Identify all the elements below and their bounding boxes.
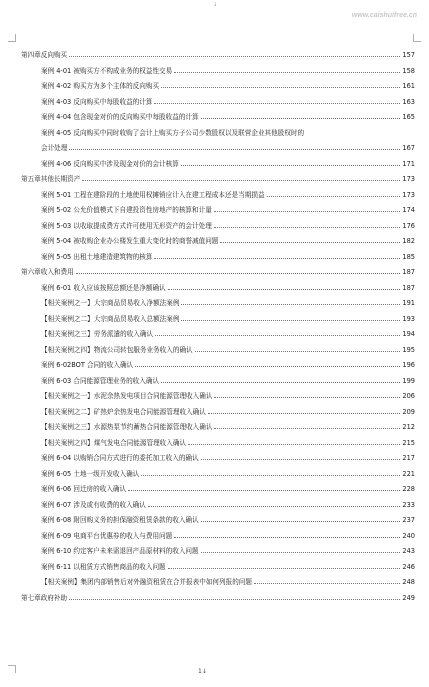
toc-entry-title: 【相关案例之三】水源热泵节约蓄热合同能源管理收入确认 (41, 423, 213, 431)
toc-entry-title: 【相关案例】集团内部销售后对外融资租赁在合并报表中如何列报的问题 (41, 578, 252, 586)
toc-page-number: 173 (402, 175, 415, 183)
toc-leader-dots (214, 211, 401, 212)
toc-entry[interactable] (21, 514, 415, 530)
toc-entry-title: 案例 5-03 以收取提成费方式许可使用无形资产的会计处理 (41, 221, 212, 230)
toc-page-number: 182 (402, 237, 415, 245)
toc-leader-dots (254, 583, 400, 584)
toc-leader-dots (201, 459, 401, 460)
toc-entry[interactable] (21, 297, 415, 313)
toc-entry-title: 【相关案例之四】煤气发电合同能源管理收入确认 (41, 438, 187, 447)
toc-leader-dots (181, 304, 400, 305)
toc-page-number: 158 (402, 66, 415, 75)
toc-page-number: 191 (402, 299, 415, 307)
site-watermark: www.caishuifree.cn (351, 12, 417, 19)
toc-entry[interactable] (21, 561, 415, 577)
toc-leader-dots (267, 196, 401, 197)
toc-page-number: 221 (402, 469, 415, 478)
toc-entry-title: 案例 4-01 被购买方不构成业务的权益性交易 (41, 66, 173, 75)
toc-entry[interactable] (21, 483, 415, 499)
toc-entry[interactable] (21, 406, 415, 422)
toc-entry-title: 第六章收入和费用 (21, 268, 74, 276)
toc-entry-title: 案例 5-01 工程在建阶段的土地使用权摊销应计入在建工程成本还是当期损益 (41, 190, 265, 199)
toc-entry-title: 案例 5-04 被收购企业办公楼发生重大变化时的商誉减值问题 (41, 237, 219, 245)
page-number: 1↓ (198, 668, 207, 675)
crop-mark-top-left (8, 34, 16, 42)
toc-page-number: 174 (402, 206, 415, 214)
toc-leader-dots (154, 103, 400, 104)
toc-entry-title: 【相关案例之四】物流公司转包服务业务收入的确认 (41, 345, 193, 354)
toc-leader-dots (69, 56, 400, 57)
toc-page-number: 194 (402, 330, 415, 338)
toc-page-number: 193 (402, 314, 415, 323)
toc-entry[interactable] (21, 468, 415, 484)
toc-entry[interactable] (21, 189, 415, 205)
toc-entry[interactable] (21, 220, 415, 236)
toc-entry-title: 【相关案例之一】大宗商品贸易收入净额法案例 (41, 299, 180, 307)
toc-entry-title: 案例 6-01 收入应该按照总额还是净额确认 (41, 283, 166, 292)
toc-entry-title: 【相关案例之一】水泥余热发电项目合同能源管理收入确认 (41, 392, 213, 400)
toc-leader-dots (195, 351, 401, 352)
toc-entry-title: 【相关案例之二】大宗商品贸易收入总额法案例 (41, 314, 180, 323)
toc-page-number: 233 (402, 500, 415, 509)
toc-entry[interactable] (21, 204, 415, 220)
toc-entry[interactable] (21, 390, 415, 406)
toc-entry[interactable] (21, 158, 415, 174)
toc-page-number: 246 (402, 562, 415, 571)
toc-leader-dots (214, 227, 401, 228)
toc-entry[interactable] (21, 251, 415, 267)
toc-leader-dots (69, 599, 400, 600)
toc-leader-dots (135, 366, 400, 367)
toc-entry[interactable] (21, 437, 415, 453)
toc-leader-dots (214, 428, 400, 429)
toc-entry-title: 案例 6-09 电商平台优惠券的收入与费用问题 (41, 531, 173, 540)
toc-entry-title: 第七章政府补助 (21, 593, 68, 602)
toc-entry[interactable] (21, 421, 415, 437)
toc-entry-title: 案例 5-05 出租土地建造建筑物的核算 (41, 252, 153, 261)
toc-leader-dots (188, 444, 400, 445)
toc-leader-dots (168, 568, 401, 569)
toc-leader-dots (201, 118, 401, 119)
toc-page-number: 212 (402, 423, 415, 431)
toc-leader-dots (168, 289, 401, 290)
toc-leader-dots (181, 165, 401, 166)
toc-entry-title: 案例 6-07 涉及或有收费的收入确认 (41, 500, 146, 509)
toc-page-number: 163 (402, 97, 415, 106)
toc-entry[interactable] (21, 235, 415, 251)
page-top-mark: ↓ (213, 2, 218, 8)
toc-entry[interactable] (21, 344, 415, 360)
toc-entry[interactable] (21, 359, 415, 375)
toc-leader-dots (174, 72, 400, 73)
toc-entry[interactable] (21, 111, 415, 127)
toc-page-number: 187 (402, 283, 415, 292)
toc-leader-dots (181, 320, 400, 321)
toc-entry-title: 案例 6-03 合同能源管理业务的收入确认 (41, 376, 160, 385)
toc-page-number: 195 (402, 345, 415, 354)
toc-chapter-entry[interactable] (21, 173, 415, 189)
toc-entry[interactable] (21, 499, 415, 515)
toc-entry-title: 案例 6-10 约定客户未来需退回产品原材料的收入问题 (41, 547, 199, 555)
toc-page-number: 167 (402, 144, 415, 152)
toc-page-number: 173 (402, 190, 415, 199)
toc-entry-title: 案例 6-08 附回购义务的担保融资租赁条款的收入确认 (41, 516, 199, 524)
toc-leader-dots (69, 149, 400, 150)
toc-leader-dots (174, 537, 400, 538)
toc-page-number: 217 (402, 454, 415, 462)
toc-leader-dots (155, 335, 400, 336)
toc-page-number: 187 (402, 268, 415, 276)
toc-entry-title: 案例 6-11 以租赁方式销售商品的收入问题 (41, 562, 166, 571)
toc-leader-dots (214, 397, 400, 398)
toc-page-number: 171 (402, 159, 415, 168)
toc-leader-dots (82, 180, 400, 181)
toc-entry[interactable] (21, 530, 415, 546)
toc-page-number: 199 (402, 376, 415, 385)
toc-entry-title: 第五章其他长期资产 (21, 175, 81, 183)
toc-leader-dots (161, 87, 400, 88)
toc-entry-title: 案例 6-05 土地一级开发收入确认 (41, 469, 140, 478)
toc-entry[interactable] (21, 545, 415, 561)
toc-entry-title: 第四章反向购买 (21, 51, 68, 59)
toc-entry[interactable] (21, 313, 415, 329)
toc-chapter-entry[interactable] (21, 592, 415, 608)
toc-entry-title-continued: 会计处理 (41, 144, 68, 152)
toc-entry[interactable] (21, 328, 415, 344)
toc-entry-title: 案例 4-06 反向购买中涉及现金对价的会计核算 (41, 159, 179, 168)
toc-leader-dots (201, 521, 401, 522)
toc-entry-title: 案例 4-04 包含现金对价的反向购买中每股收益的计算 (41, 113, 199, 121)
toc-page-number: 248 (402, 578, 415, 586)
toc-entry[interactable] (21, 80, 415, 96)
toc-entry[interactable] (21, 282, 415, 298)
toc-page-number: 240 (402, 531, 415, 540)
toc-leader-dots (161, 382, 400, 383)
toc-page-number: 228 (402, 485, 415, 493)
toc-leader-dots (220, 242, 400, 243)
toc-entry-title: 案例 6-06 回迁房的收入确认 (41, 485, 127, 493)
toc-chapter-entry[interactable] (21, 49, 415, 65)
toc-page-number: 209 (402, 407, 415, 416)
toc-entry-title: 案例 4-03 反向购买中每股收益的计算 (41, 97, 153, 106)
toc-entry-title: 【相关案例之二】矿热炉余热发电合同能源管理收入确认 (41, 407, 206, 416)
crop-mark-bottom-left (8, 665, 16, 673)
table-of-contents (21, 49, 415, 607)
toc-entry[interactable] (21, 96, 415, 112)
toc-entry-title: 案例 6-04 以购销合同方式进行的委托加工收入的确认 (41, 454, 199, 462)
toc-page-number: 249 (402, 593, 415, 602)
toc-leader-dots (76, 273, 401, 274)
toc-leader-dots (208, 413, 401, 414)
toc-entry[interactable] (21, 576, 415, 592)
toc-page-number: 206 (402, 392, 415, 400)
toc-leader-dots (141, 475, 400, 476)
toc-entry[interactable] (21, 65, 415, 81)
toc-entry-title: 【相关案例之三】劳务派遣的收入确认 (41, 330, 154, 338)
toc-entry[interactable] (21, 127, 415, 158)
toc-page-number: 237 (402, 516, 415, 524)
toc-page-number: 196 (402, 361, 415, 369)
toc-page-number: 165 (402, 113, 415, 121)
toc-page-number: 157 (402, 51, 415, 59)
toc-page-number: 161 (402, 82, 415, 90)
toc-leader-dots (128, 490, 400, 491)
toc-chapter-entry[interactable] (21, 266, 415, 282)
toc-leader-dots (201, 552, 401, 553)
toc-page-number: 243 (402, 547, 415, 555)
toc-entry[interactable] (21, 452, 415, 468)
toc-leader-dots (148, 506, 401, 507)
toc-entry-title: 案例 5-02 公允价值模式下自建投资性房地产的核算和计量 (41, 206, 212, 214)
toc-entry-title: 案例 4-02 购买方为多个主体的反向购买 (41, 82, 160, 90)
crop-mark-top-right (413, 34, 421, 42)
toc-page-number: 215 (402, 438, 415, 447)
toc-page-number: 176 (402, 221, 415, 230)
toc-entry-title: 案例 6-02BOT 合同的收入确认 (41, 361, 134, 369)
toc-page-number: 185 (402, 252, 415, 261)
toc-leader-dots (154, 258, 400, 259)
toc-entry[interactable] (21, 375, 415, 391)
toc-entry-title: 案例 4-05 反向购买中同时收购了会计上购买方子公司少数股权以及联营企业其他股权时的 (41, 128, 305, 137)
